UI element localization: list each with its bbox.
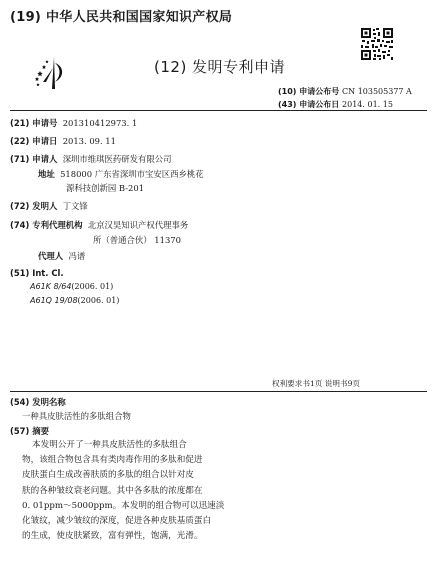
inventor-label: (72) 发明人 bbox=[10, 201, 58, 211]
ipc-classification-1 bbox=[30, 282, 113, 291]
abstract-label: (57) 摘要 bbox=[10, 426, 49, 436]
abstract-line: 物，该组合物包含具有类肉毒作用的多肽和促进 bbox=[22, 455, 203, 466]
applicant-name: 深圳市维琪医药研发有限公司 bbox=[62, 154, 172, 164]
abstract-line: 本发明公开了一种具皮肤活性的多肽组合 bbox=[32, 440, 187, 450]
abstract-line: 肤的各种皱纹衰老问题。其中各多肽的浓度都在 bbox=[22, 485, 203, 496]
ipc-code: A61K 8/64 bbox=[30, 282, 72, 291]
agency-label: (74) 专利代理机构 bbox=[10, 220, 83, 230]
publication-date: 2014. 01. 15 bbox=[342, 100, 393, 109]
applicant-row bbox=[10, 153, 172, 165]
publication-date-row bbox=[278, 99, 393, 110]
abstract-text bbox=[22, 438, 422, 544]
address-label: 地址 bbox=[38, 169, 55, 179]
agent-name: 冯谱 bbox=[68, 251, 86, 261]
abstract-divider bbox=[10, 391, 427, 392]
abstract-line: 的生成，使皮肤紧致，富有弹性，饱满，光滑。 bbox=[22, 531, 203, 542]
patent-office-title: (19) 中华人民共和国国家知识产权局 bbox=[10, 10, 233, 25]
agency-line-2: 所（普通合伙） 11370 bbox=[93, 235, 181, 245]
ipc-code: A61Q 19/08 bbox=[30, 296, 78, 305]
invention-title: 一种具皮肤活性的多肽组合物 bbox=[22, 411, 131, 421]
application-number: 201310412973. 1 bbox=[62, 118, 138, 128]
inventor-name: 丁文锋 bbox=[62, 201, 88, 211]
header-divider bbox=[10, 110, 427, 111]
abstract-line: 化皱纹，减少皱纹的深度，促进各种皮肤基质蛋白 bbox=[22, 516, 212, 527]
agency-line-1: 北京汉昊知识产权代理事务 bbox=[87, 220, 189, 230]
address-row bbox=[38, 168, 204, 180]
patent-office-logo-icon bbox=[34, 55, 68, 91]
application-date: 2013. 09. 11 bbox=[62, 136, 116, 146]
document-type-title: (12) 发明专利申请 bbox=[154, 58, 286, 76]
agent-label: 代理人 bbox=[38, 251, 64, 261]
address-line-2: 源科技创新园 B-201 bbox=[66, 183, 145, 193]
inventor-row bbox=[10, 200, 88, 212]
ipc-version: (2006. 01) bbox=[71, 282, 114, 291]
agent-row bbox=[38, 250, 85, 262]
application-date-label: (22) 申请日 bbox=[10, 136, 58, 146]
applicant-label: (71) 申请人 bbox=[10, 154, 58, 164]
publication-number-row bbox=[278, 86, 412, 97]
abstract-line: 0. 01ppm～5000ppm。本发明的组合物可以迅速淡 bbox=[22, 500, 225, 511]
qr-code-icon bbox=[360, 27, 394, 61]
invention-title-label: (54) 发明名称 bbox=[10, 397, 66, 407]
application-date-row bbox=[10, 135, 116, 147]
publication-number: CN 103505377 A bbox=[342, 87, 412, 96]
ipc-classification-2 bbox=[30, 296, 119, 305]
int-cl-label: (51) Int. Cl. bbox=[10, 268, 64, 278]
address-line-1: 518000 广东省深圳市宝安区西乡桃花 bbox=[60, 169, 204, 179]
publication-number-label: (10) 申请公布号 bbox=[278, 87, 340, 96]
agency-row bbox=[10, 219, 188, 231]
application-number-row bbox=[10, 117, 137, 129]
publication-date-label: (43) 申请公布日 bbox=[278, 100, 340, 109]
page-counts: 权利要求书1页 说明书9页 bbox=[272, 379, 361, 388]
application-number-label: (21) 申请号 bbox=[10, 118, 58, 128]
ipc-version: (2006. 01) bbox=[77, 296, 120, 305]
abstract-line: 皮肤蛋白生成改善肤质的多肽的组合以针对皮 bbox=[22, 470, 194, 481]
